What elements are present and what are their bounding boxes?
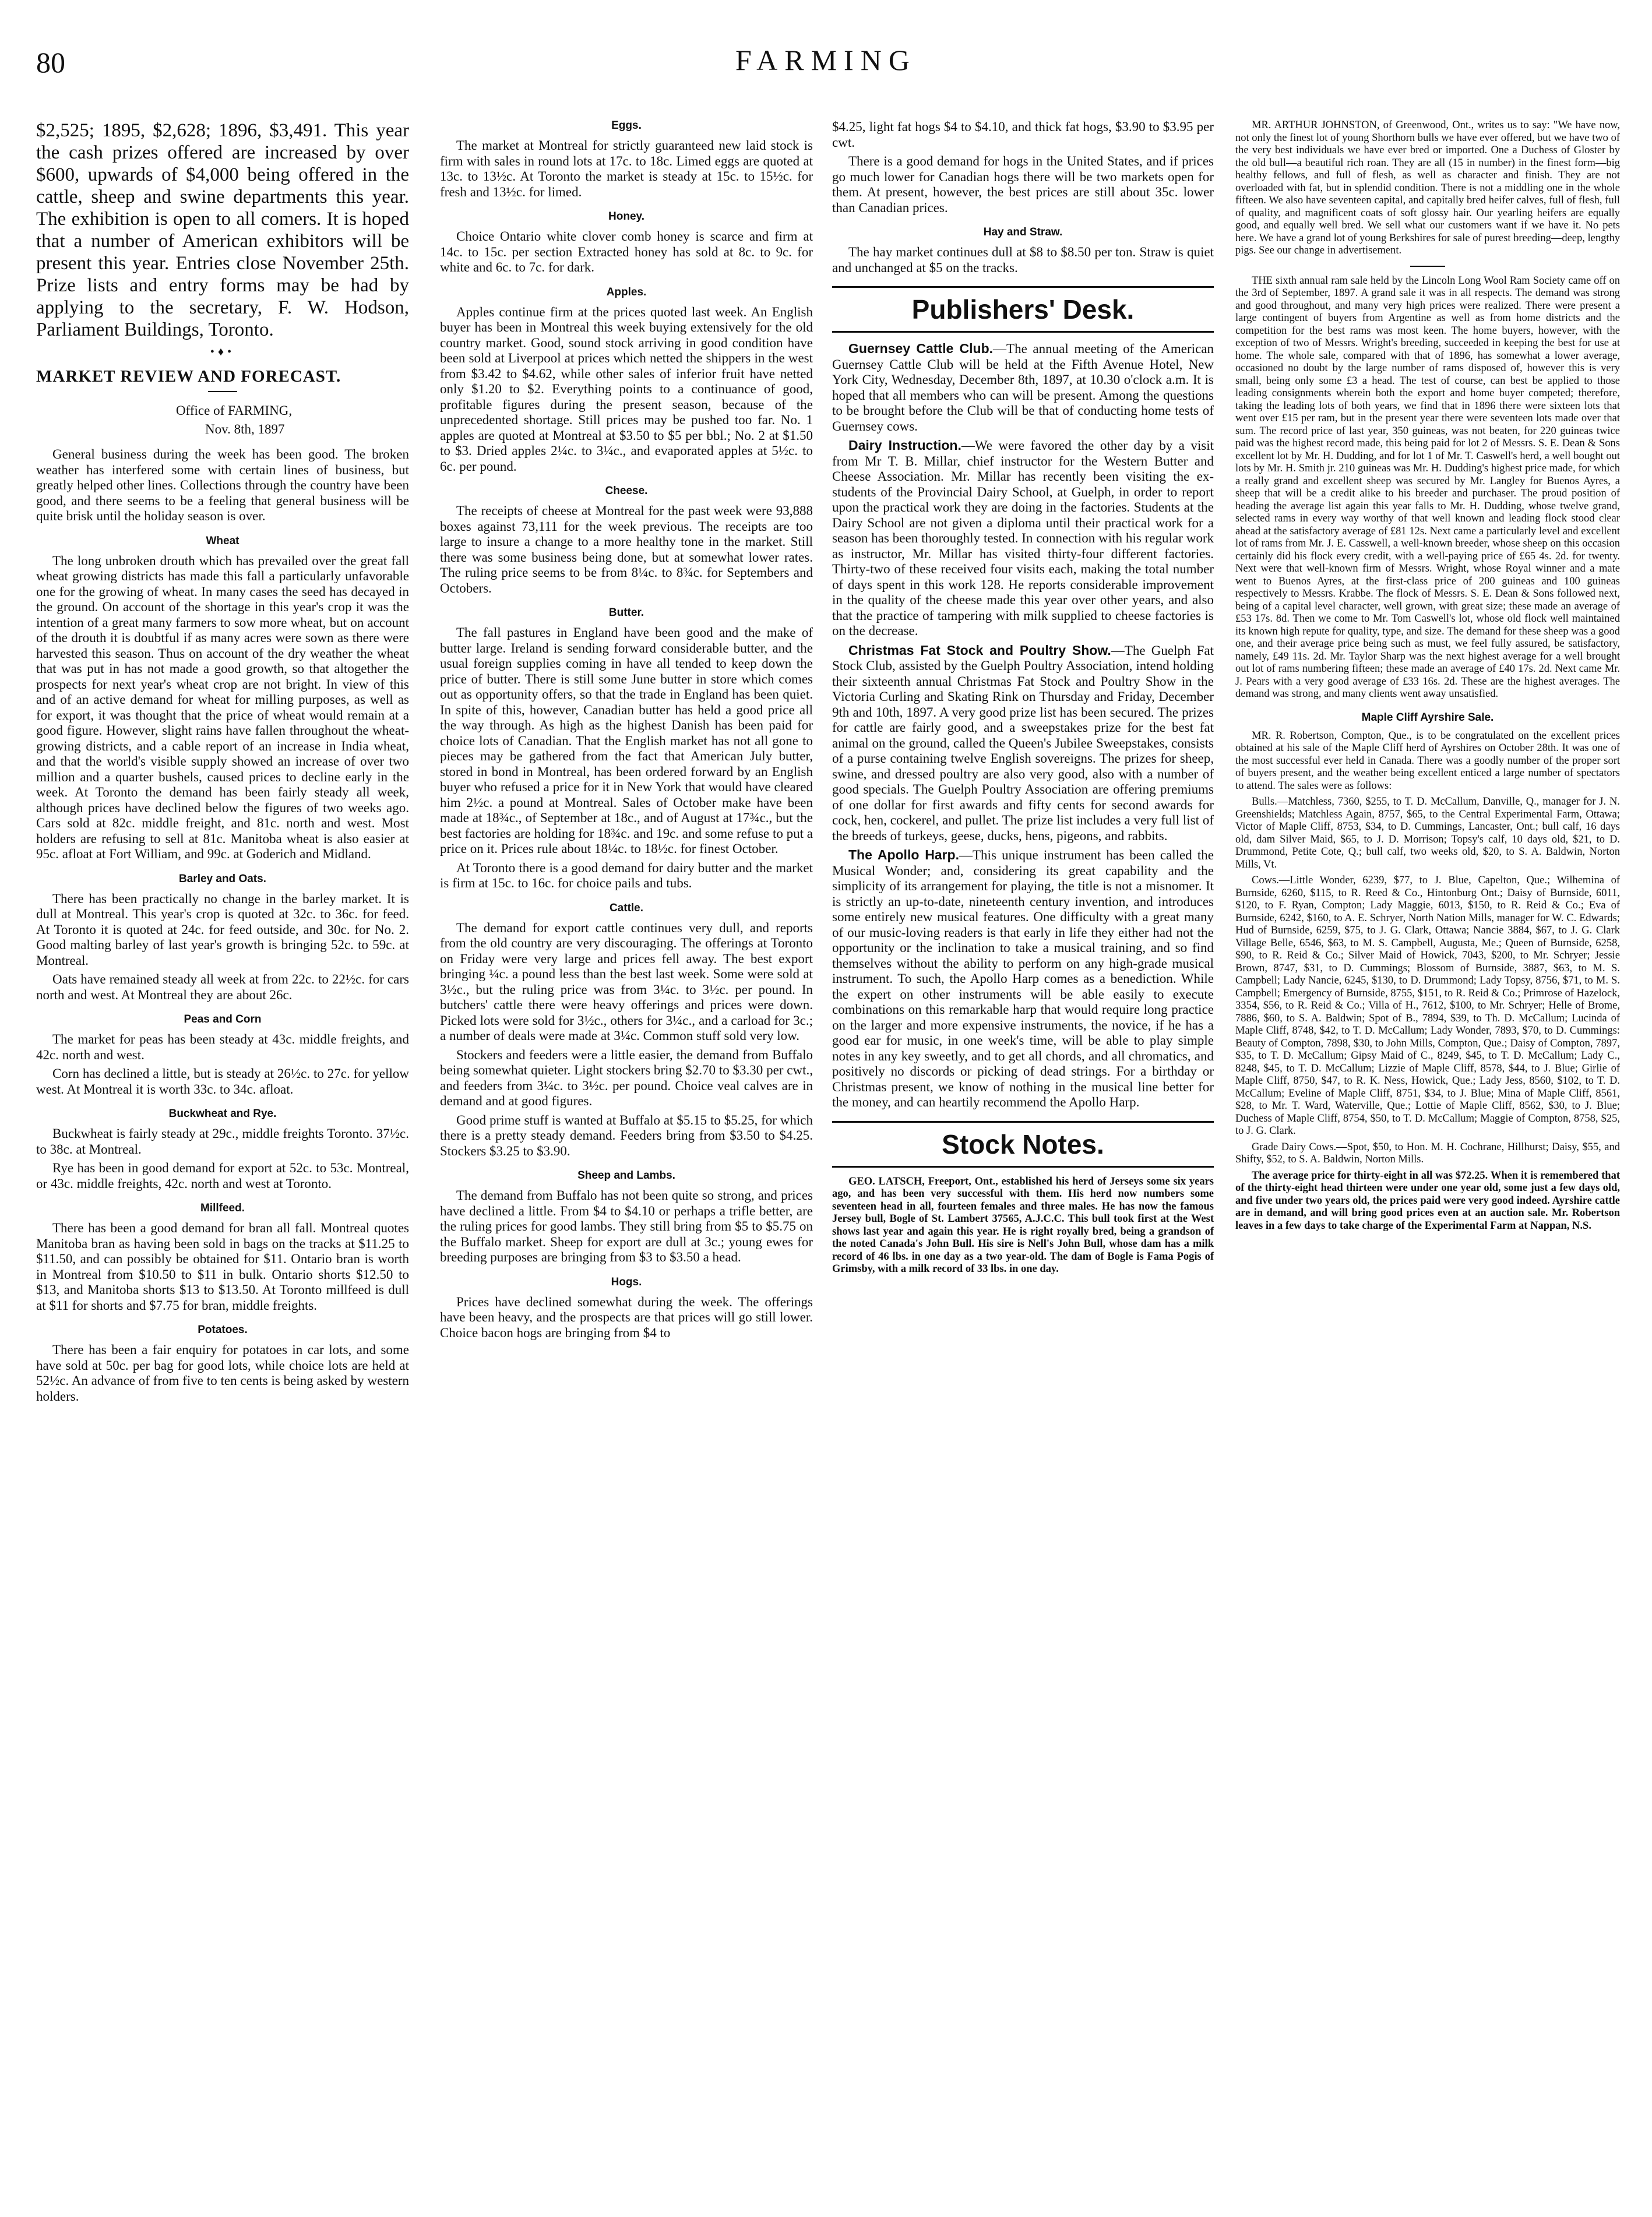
average-paragraph: The average price for thirty-eight in all was $72.25. When it is remembered that of the thirty-eight head thirteen were under one year old, some just a few days old, and five under two years old, the prices paid were very good indeed. Ayrshire cattle are in demand, and will bring good prices even at an auction sale. Mr. Robertson leaves in a few days to take charge of the Experimental Farm at Nappan, N.S. [1235, 1169, 1620, 1232]
sheep-heading: Sheep and Lambs. [577, 1169, 675, 1182]
corn-paragraph: Corn has declined a little, but is steady at 26½c. to 27c. for yellow west. At Montreal it is worth 33c. to 34c. afloat. [36, 1066, 409, 1097]
rye-paragraph: Rye has been in good demand for export at 52c. to 53c. Montreal, or 43c. middle freights, 42c. north and west at Toronto. [36, 1161, 409, 1191]
guernsey-run-in: Guernsey Cattle Club. [848, 341, 994, 356]
apollo-text: —This unique instrument has been called the Musical Wonder; and, considering its great capability and the simplicity of its arrangement for playing, the title is not a misnomer. It is strictly an up-to-date, nineteenth century invention, and introduces some entirely new musical features. One difficulty with a great many of our music-loving readers is that early in life they either had not the opportunity or the inclination to take a musical training, and so find themselves without the ability to perform on any high-grade musical instrument. To such, the Apollo Harp comes as a benediction. While the expert on other instruments will be able easily to execute combinations on this remarkable harp that would require long practice on the larger and more expensive instruments, the novice, if he has a good ear for music, in one week's time, will be able to play simple notes in any key sweetly, and to get all chords, and all chromatics, and positively no discords or picking of dead strings. For a birthday or Christmas present, we know of nothing in the musical line better for the money, and can heartily recommend the Apollo Harp. [832, 848, 1214, 1109]
hay-paragraph: The hay market continues dull at $8 to $8.50 per ton. Straw is quiet and unchanged at $5 on the tracks. [832, 245, 1214, 275]
exhibition-paragraph: $2,525; 1895, $2,628; 1896, $3,491. This year the cash prizes offered are increased by over $600, upwards of $4,000 being offered in the cattle, sheep and swine departments this year. The exhibition is open to all comers. It is hoped that a number of American exhibitors will be present this year. Entries close November 25th. Prize lists and entry forms may be had by applying to the secretary, F. W. Hodson, Parliament Buildings, Toronto. [36, 120, 409, 340]
apples-heading: Apples. [606, 286, 647, 298]
dairy-text: —We were favored the other day by a visit from Mr T. B. Millar, chief instructor for the Western Butter and Cheese Association. Mr. Millar has recently been visiting the ex-students of the Provincial Dairy School, at Guelph, in order to report upon the practical work they are doing in the factories. Students at the Dairy School are not given a diploma until their practical work for a season has been thoroughly tested. In connection with his regular work as instructor, Mr. Millar has visited thirty-four different factories. Thirty-two of these received four visits each, making the total number of days spent in this work 128. He reports considerable improvement in the quality of the cheese made this year over other years, and also that the practice of tampering with milk supplied to cheese factories is on the decrease. [832, 438, 1214, 638]
grade-cows-paragraph: Grade Dairy Cows.—Spot, $50, to Hon. M. H. Cochrane, Hillhurst; Daisy, $55, and Shifty, $52, to S. A. Baldwin, Norton Mills. [1235, 1141, 1620, 1165]
christmas-text: —The Guelph Fat Stock Club, assisted by the Guelph Poultry Association, intend holding their sixteenth annual Christmas Fat Stock and Poultry Show in the Victoria Curling and Skating Rink on Thursday and Friday, December 9th and 10th, 1897. A very good prize list has been secured. The prizes for cattle are fairly good, and a sweepstakes prize for the best fat animal on the ground, called the Queen's Jubilee Sweepstakes, consists of a purse containing twelve English sovereigns. The prizes for sheep, swine, and dressed poultry are also very good, also with a number of good specials. The Guelph Poultry Association are offering premiums of one dollar for first awards and fifty cents for second awards for cock, hen, cockerel, and pullet. The prize list includes a very full list of the breeds of turkeys, geese, ducks, hens, pigeons, and rabbits. [832, 643, 1214, 843]
column-1 [36, 119, 409, 1408]
millfeed-paragraph: There has been a good demand for bran all fall. Montreal quotes Manitoba bran as having been sold in bags on the tracks at $11.25 to $11.50, and can possibly be obtained for $11. Ontario bran is worth in Montreal from $10.50 to $11 in bulk. Ontario shorts $12.50 to $13, and Manitoba shorts $13 to $13.50. At Toronto millfeed is dull at $11 for shorts and $7.75 for bran, middle freights. [36, 1221, 409, 1313]
section-ornament: •♦• [210, 346, 235, 358]
peas-paragraph: The market for peas has been steady at 43c. middle freights, and 42c. north and west. [36, 1032, 409, 1062]
cheese-heading: Cheese. [605, 485, 648, 497]
apollo-run-in: The Apollo Harp. [848, 847, 959, 862]
apollo-harp-paragraph [832, 847, 1214, 1111]
eggs-heading: Eggs. [611, 119, 642, 132]
column-3 [832, 119, 1214, 1280]
office-line: Office of FARMING, [176, 403, 293, 418]
christmas-run-in: Christmas Fat Stock and Poultry Show. [848, 642, 1111, 658]
maple-cliff-heading: Maple Cliff Ayrshire Sale. [1361, 711, 1494, 724]
general-business-paragraph: General business during the week has been good. The broken weather has interfered some with certain lines of business, but greatly helped other lines. Collections through the country have been good, and there seems to be a feeling that general business will be quite brisk until the holiday season is over. [36, 447, 409, 523]
cows-paragraph: Cows.—Little Wonder, 6239, $77, to J. Blue, Capelton, Que.; Wilhemina of Burnside, 6260, $115, to R. Reed & Co., Hintonburg Ont.; Daisy of Burnside, 6011, $120, to F. Ryan, Compton; Lady Maggie, 6013, $150, to R. Reid & Co.; Eva of Burnside, 6242, $160, to A. E. Schryer, North Nation Mills, manager for W. C. Edwards; Hud of Burnside, 6259, $75, to J. G. Clark, Ottawa; Nancie 3884, $67, to J. G. Clark Village Belle, 6546, $63, to M. S. Campbell, Augusta, Me.; Queen of Burnside, 6258, $90, to R. Reid & Co.; Silver Maid of Howick, 7043, $200, to Mr. Schryer; Jessie Brown, 8747, $31, to D. Cummings; Blossom of Burnside, 3887, $63, to M. S. Campbell; Lady Nancie, 6245, $130, to D. Drummond; Lady Topsy, 8756, $71, to M. S. Campbell; Emergency of Burnside, 8755, $151, to R. Reid & Co.; Primrose of Hazelock, 3354, $56, to R. Reid & Co.; Villa of H., 7612, $100, to Mr. Schryer; Helle of Brome, 7886, $60, to S. A. Baldwin; Spot of B., 7894, $39, to Th. D. McCallum; Lucinda of Maple Cliff, 8748, $42, to T. D. McCallum; Lady Wonder, 7893, $70, to D. Cummings: Beauty of Compton, 7898, $30, to John Mills, Compton, Que.; Daisy of Compton, 7897, $35, to T. D. McCallum; Gipsy Maid of C., 8249, $45, to T. D. McCallum; Lady C., 8248, $45, to T. D. McCallum; Lizzie of Maple Cliff, 8578, $44, to J. Blue; Girlie of Maple Cliff, 8750, $47, to R. K. Ness, Howick, Que.; Lady Jess, 8560, $102, to T. D. McCallum; Eveline of Maple Cliff, 8751, $34, to J. Blue; Mina of Maple Cliff, 8561, $28, to Mr. T. Ward, Waterville, Que.; Lottie of Maple Cliff, 8562, $30, to J. Blue; Duchess of Maple Cliff, 8754, $50, to T. D. McCallum; Maggie of Compton, 8758, $25, to J. G. Clark. [1235, 875, 1620, 1137]
honey-paragraph: Choice Ontario white clover comb honey is scarce and firm at 14c. to 15c. per section Extracted honey has sold at 8c. to 9c. for white and 6c. to 7c. for dark. [440, 229, 813, 274]
oats-paragraph: Oats have remained steady all week at from 22c. to 22½c. for cars north and west. At Montreal they are about 26c. [36, 972, 409, 1002]
wheat-paragraph: The long unbroken drouth which has prevailed over the great fall wheat growing districts has made this fall a particularly unfavorable one for the growing of wheat. In many cases the seed has decayed in the ground. On account of the shortage in this year's crop it was the intention of a great many farmers to sow more wheat, but on account of the drouth it is doubtful if as many acres were sown as there were harvested this season. Thus on account of the dry weather the wheat that was put in has not made a good growth, so that altogether the prospects for next year's wheat crop are not bright. In view of this and of an active demand for wheat for milling purposes, as well as for export, it was thought that the price of wheat would remain at a good figure. However, slight rains have fallen throughout the wheat-growing districts, and a cable report of an increase in India wheat, and that the world's visible supply showed an increase of over two million and a quarter bushels, caused prices to decline early in the week. At Toronto the demand has been fairly steady all week, although prices have declined below the figures of two weeks ago. Cars sold at 82c. middle freight, and 81c. north and west. Most holders are refusing to sell at 81c. Manitoba wheat is also easier at 95c. afloat at Fort William, and 99c. at Goderich and Midland. [36, 553, 409, 861]
market-review-title: MARKET REVIEW AND FORECAST. [36, 367, 341, 386]
column-4 [1235, 119, 1620, 1236]
us-hogs-paragraph: There is a good demand for hogs in the United States, and if prices go much lower for Canadian hogs there will be two markets open for them. At present, however, the best prices are still about 35c. lower than Canadian prices. [832, 154, 1214, 215]
dairy-butter-paragraph: At Toronto there is a good demand for dairy butter and the market is firm at 15c. to 16c. for choice pails and tubs. [440, 860, 813, 890]
cheese-paragraph: The receipts of cheese at Montreal for the past week were 93,888 boxes against 73,111 for the week previous. The receipts are too large to insure a change to a more healthy tone in the market. Still there was some business being done, but at somewhat lower rates. The ruling price seems to be from 8¼c. to 8¾c. for Septembers and Octobers. [440, 503, 813, 595]
page-number: 80 [36, 46, 65, 79]
running-head: FARMING [735, 44, 917, 76]
potatoes-heading: Potatoes. [198, 1324, 248, 1336]
eggs-paragraph: The market at Montreal for strictly guaranteed new laid stock is firm with sales in round lots at 17c. to 18c. Limed eggs are quoted at 13c. to 13½c. At Toronto the market is steady at 15c. to 15½c. for fresh and 13½c. for limed. [440, 138, 813, 199]
honey-heading: Honey. [608, 210, 644, 223]
buckwheat-heading: Buckwheat and Rye. [168, 1108, 277, 1120]
column-2 [440, 119, 813, 1344]
cattle-paragraph: The demand for export cattle continues very dull, and reports from the old country are very discouraging. The offerings at Toronto on Friday were very large and prices fell away. The best export bringing ¼c. a pound less than the best last week. Some were sold at 3½c., but the ruling price was from 3¼c. to 3½c. per pound. In butchers' cattle there were heavy offerings and prices were down. Picked lots were sold for 3½c., others for 3¼c., and a carload for 3c.; a number of deals were made at 3¼c. Common stuff sold very low. [440, 920, 813, 1043]
barley-heading: Barley and Oats. [179, 872, 266, 885]
hogs-continued-paragraph: $4.25, light fat hogs $4 to $4.10, and thick fat hogs, $3.90 to $3.95 per cwt. [832, 119, 1214, 150]
ram-sale-paragraph: THE sixth annual ram sale held by the Lincoln Long Wool Ram Society came off on the 3rd of September, 1897. A grand sale it was in all respects. The demand was strong and good throughout, and many very high prices were realized. There were present a large contingent of buyers from Argentine as well as from home districts and the competition for the best rams was most keen. The home buyers, however, with the exception of two of Messrs. Wright's breeding, succeeded in keeping the best for use at home. The whole sale, compared with that of 1896, has somewhat a lower average, occasioned no doubt by the large number of rams disposed of, however this is very small, being only some £3 a head. The test of course, can best be applied to those leading consignments wherein both the export and home buyer competed; therefore, taking the leading lots of both years, we find that in 1896 there were sixteen lots that went over £15 per ram, but in the present year there were seventeen lots made over that sum. The record price of last year, 350 guineas, was not beaten, for 220 guineas twice paid was the highest record made, this being paid for lot 2 of Messrs. S. E. Dean & Sons excellent lot by Mr. H. Dudding, and for lot 1 of Mr. T. Caswell's herd, a well bought out lots by Mr. H. Smith jr. 210 guineas was Mr. H. Dudding's highest price made, for which a really grand and excellent sheep was secured by Mr. Langley for Buenos Ayres, a sheep that will be a credit alike to his breeder and purchaser. The proud position of heading the average list again this year falls to Mr. H. Dudding, whose twelve grand, selected rams in every way worthy of that well known and leading flock stood clear ahead at the satisfactory average of £81 12s. Next came a particularly level and excellent lot of rams from Mr. J. E. Casswell, a well-known breeder, whose sheep on this occasion certainly did his flock every credit, with a well-paying price of £65 4s. 2d. for twenty. Next were that well-known firm of Messrs. Wright, whose Royal winner and a mate went to Buenos Ayres, at the first-class price of 200 guineas and 100 guineas respectively to Messrs. Krabbe. The flock of Messrs. S. E. Dean & Sons followed next, being of a capital level character, well grown, with great size; these made an average of £53 17s. 8d. Then we come to Mr. Tom Caswell's lot, whose old flock well maintained its known high repute for quality, type, and size. The demand for these sheep was a good one, and their average price being such as must, we feel fully assured, be satisfactory, namely, £49 11s. 2d. Mr. Taylor Sharp was the next highest average for a well brought out lot of rams numbering fifteen; these made an average of £40 17s. 2d. Next came Mr. J. Pears with a very good average of £33 16s. 2d. These are the highest averages. The demand was strong, and many clients went away unsatisfied. [1235, 274, 1620, 700]
johnston-paragraph: MR. ARTHUR JOHNSTON, of Greenwood, Ont., writes us to say: "We have now, not only the finest lot of young Shorthorn bulls we have ever offered, but we have two of the very best individuals we have ever bred or imported. One a Duchess of Gloster by the old bull—a beautiful rich roan. They are all (15 in number) in the finest form—big healthy fellows, and full of flesh, as well as character and finish. They are not overloaded with fat, but in splendid condition. There is not a middling one in the whole fifteen. We also have seventeen capital, and capitally bred heifer calves, full of flesh, full of quality, and magnificent coats of soft glossy hair. Our yearling heifers are equally good, and equally well bred. We sell what our customers want if we have it. No pets here. We have a grand lot of young Berkshires for sale of purest breeding—deep, lengthy pigs. See our change in advertisement. [1235, 119, 1620, 256]
guernsey-paragraph [832, 341, 1214, 434]
buckwheat-paragraph: Buckwheat is fairly steady at 29c., middle freights Toronto. 37½c. to 38c. at Montreal. [36, 1126, 409, 1157]
guernsey-text: —The annual meeting of the American Guernsey Cattle Club will be held at the Fifth Avenue Hotel, New York City, Wednesday, December 8th, 1897, at 10.30 o'clock a.m. It is hoped that all members who can will be present. Among the questions to be brought before the Club will be that of conducting home tests of Guernsey cows. [832, 341, 1214, 433]
publishers-desk-title: Publishers' Desk. [832, 286, 1214, 333]
bulls-paragraph: Bulls.—Matchless, 7360, $255, to T. D. McCallum, Danville, Q., manager for J. N. Greenshields; Matchless Again, 8757, $65, to the Central Experimental Farm, Ottawa; Victor of Maple Cliff, 8753, $34, to D. Cummings, Lancaster, Ont.; bull calf, 16 days old, dam Silver Maid, $65, to J. D. Morrison; Topsy's calf, 10 days old, $21, to D. Drummond, Petite Cote, Q.; bull calf, two weeks old, $20, to S. A. Baldwin, Norton Mills, Vt. [1235, 796, 1620, 870]
title-rule [208, 391, 237, 392]
hogs-paragraph: Prices have declined somewhat during the week. The offerings have been heavy, and the prospects are that prices will go still lower. Choice bacon hogs are bringing from $4 to [440, 1294, 813, 1340]
butter-paragraph: The fall pastures in England have been good and the make of butter large. Ireland is sending forward considerable butter, and the usual foreign supplies coming in have all tended to keep down the price of butter. There is still some June butter in store which comes out as opportunity offers, so that the trade in England has been quiet. In spite of this, however, Canadian butter has held a good price all the way through. As high as the highest Danish has been paid for choice lots of Canadian. That the English market has not all gone to pieces may be gathered from the fact that American July butter, stored in bond in Montreal, has been ordered forward by an English buyer who refused a price for it in New York that would have cleared him 2½c. a pound at Montreal. Sales of October make have been made at 18¾c., of September at 18c., and of August at 17¾c., but the best factories are holding for 18¾c. and 19c. and some refuse to put a price on it. Prices rule about 18¼c. to 18½c. for finest October. [440, 625, 813, 856]
buffalo-paragraph: Good prime stuff is wanted at Buffalo at $5.15 to $5.25, for which there is a pretty steady demand. Feeders bring from $3.50 to $4.25. Stockers $3.25 to $3.90. [440, 1112, 813, 1158]
christmas-show-paragraph [832, 643, 1214, 844]
hay-heading: Hay and Straw. [983, 226, 1063, 238]
latsch-paragraph: GEO. LATSCH, Freeport, Ont., established his herd of Jerseys some six years ago, and has been very successful with them. His herd now numbers some seventeen head in all, fourteen females and three males. He has now the famous Jersey bull, Bogle of St. Lambert 37565, A.J.C.C. This bull took first at the West shows last year and again this year. He is right royally bred, being a grandson of the noted Canada's John Bull. His sire is Nell's John Bull, whose dam has a milk record of 46 lbs. in one day as a two year-old. The dam of Bogle is Fama Pogis of Grimsby, with a milk record of 33 lbs. in one day. [832, 1175, 1214, 1275]
potatoes-paragraph: There has been a fair enquiry for potatoes in car lots, and some have sold at 50c. per bag for good lots, while choice lots are held at 52½c. An advance of from five to ten cents is being asked by western holders. [36, 1342, 409, 1404]
column-divider [1410, 266, 1445, 267]
stock-notes-title: Stock Notes. [832, 1121, 1214, 1168]
hogs-heading: Hogs. [611, 1275, 642, 1288]
maple-cliff-intro: MR. R. Robertson, Compton, Que., is to be congratulated on the excellent prices obtained at his sale of the Maple Cliff herd of Ayrshires on October 28th. It was one of the most successful ever held in Canada. There was a goodly number of the proper sort of buyers present, and the weather being excellent enticed a large number of spectators to attend. The sales were as follows: [1235, 729, 1620, 792]
peas-heading: Peas and Corn [184, 1013, 262, 1025]
apples-paragraph: Apples continue firm at the prices quoted last week. An English buyer has been in Montreal this week buying extensively for the old country market. Good, sound stock arriving in good condition have been sold at Liverpool at prices which netted the shippers in the west from $3.42 to $4.62, while other sales of inferior fruit have netted only $1.20 to $2. Everything points to a continuance of good, profitable figures during the present season, because of the unprecedented shortage. Still prices may be pushed too far. No. 1 apples are quoted at Montreal at $3.50 to $5 per bbl.; No. 2 at $1.50 to $3. Dried apples 2¼c. to 3¼c., and evaporated apples at 5½c. to 6c. per pound. [440, 304, 813, 474]
dairy-instruction-paragraph [832, 438, 1214, 639]
stockers-paragraph: Stockers and feeders were a little easier, the demand from Buffalo being somewhat quieter. Light stockers bring $2.70 to $3.30 per cwt., and feeders from 3¼c. to 3½c. per pound. Choice veal calves are in demand and at good figures. [440, 1047, 813, 1108]
sheep-paragraph: The demand from Buffalo has not been quite so strong, and prices have declined a little. From $4 to $4.10 or perhaps a trifle better, are the ruling prices for good lambs. They still bring from $5 to $5.75 on the Buffalo market. Sheep for export are dull at 3c.; young ewes for breeding purposes are bringing from $3 to $3.50 a head. [440, 1188, 813, 1264]
dairy-run-in: Dairy Instruction. [848, 438, 961, 453]
cattle-heading: Cattle. [609, 901, 644, 914]
barley-paragraph: There has been practically no change in the barley market. It is dull at Montreal. This year's crop is quoted at 32c. to 36c. for feed. At Toronto it is quoted at 24c. for feed outside, and 30c. for No. 2. Good malting barley of last year's growth is bringing 52c. to 59c. at Montreal. [36, 891, 409, 968]
wheat-heading: Wheat [206, 534, 239, 547]
butter-heading: Butter. [608, 607, 644, 619]
millfeed-heading: Millfeed. [200, 1202, 245, 1214]
dateline: Nov. 8th, 1897 [205, 422, 285, 436]
